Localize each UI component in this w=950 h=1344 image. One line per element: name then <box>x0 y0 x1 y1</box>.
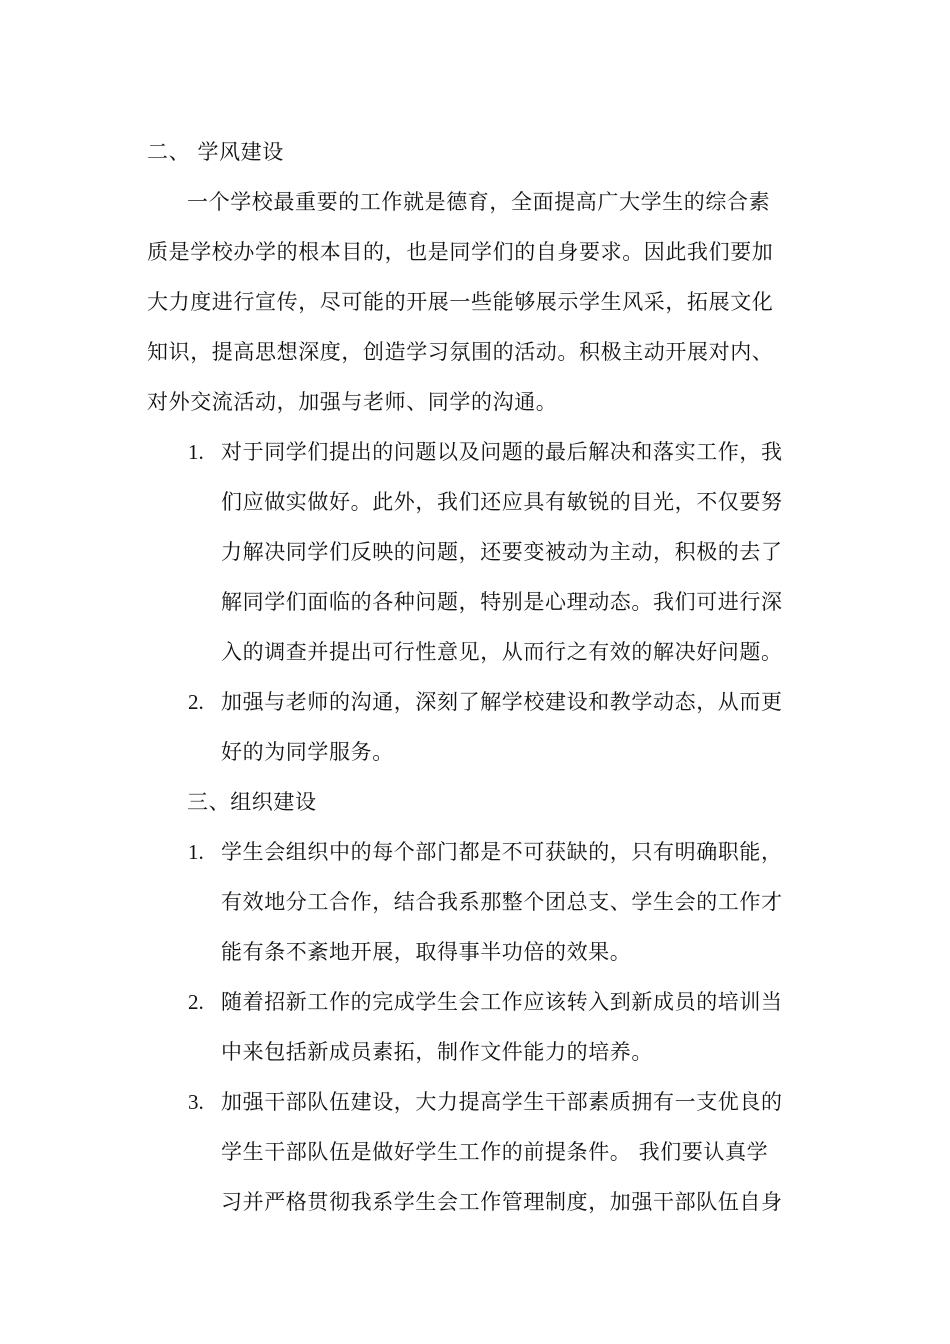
list-item-line: 加强与老师的沟通，深刻了解学校建设和教学动态，从而更 <box>221 690 783 714</box>
list-item-line: 随着招新工作的完成学生会工作应该转入到新成员的培训当 <box>221 990 783 1014</box>
list-item-line: 力解决同学们反映的问题，还要变被动为主动，积极的去了 <box>221 540 783 564</box>
list-item-line: 中来包括新成员素拓，制作文件能力的培养。 <box>221 1040 653 1064</box>
section-heading-2: 二、 学风建设 <box>147 140 284 164</box>
list-number: 3. <box>188 1090 204 1114</box>
list-number: 1. <box>188 840 204 864</box>
list-item-line: 入的调查并提出可行性意见，从而行之有效的解决好问题。 <box>221 640 783 664</box>
paragraph-line: 质是学校办学的根本目的，也是同学们的自身要求。因此我们要加 <box>147 240 774 264</box>
list-item-line: 学生会组织中的每个部门都是不可获缺的，只有明确职能， <box>221 840 783 864</box>
list-item-line: 好的为同学服务。 <box>221 740 394 764</box>
paragraph-line: 大力度进行宣传，尽可能的开展一些能够展示学生风采，拓展文化 <box>147 290 774 314</box>
paragraph-line: 知识，提高思想深度，创造学习氛围的活动。积极主动开展对内、 <box>147 340 774 364</box>
list-number: 2. <box>188 690 204 714</box>
list-item-line: 能有条不紊地开展，取得事半功倍的效果。 <box>221 940 632 964</box>
section-heading-3: 三、组织建设 <box>187 790 317 814</box>
paragraph-line: 对外交流活动，加强与老师、同学的沟通。 <box>147 390 558 414</box>
paragraph-line: 一个学校最重要的工作就是德育，全面提高广大学生的综合素 <box>187 190 771 214</box>
list-number: 1. <box>188 440 204 464</box>
list-item-line: 习并严格贯彻我系学生会工作管理制度，加强干部队伍自身 <box>221 1190 783 1214</box>
list-item-line: 对于同学们提出的问题以及问题的最后解决和落实工作，我 <box>221 440 783 464</box>
list-number: 2. <box>188 990 204 1014</box>
list-item-line: 加强干部队伍建设，大力提高学生干部素质拥有一支优良的 <box>221 1090 783 1114</box>
list-item-line: 学生干部队伍是做好学生工作的前提条件。 我们要认真学 <box>221 1140 769 1164</box>
list-item-line: 们应做实做好。此外，我们还应具有敏锐的目光，不仅要努 <box>221 490 783 514</box>
list-item-line: 解同学们面临的各种问题，特别是心理动态。我们可进行深 <box>221 590 783 614</box>
list-item-line: 有效地分工合作，结合我系那整个团总支、学生会的工作才 <box>221 890 783 914</box>
